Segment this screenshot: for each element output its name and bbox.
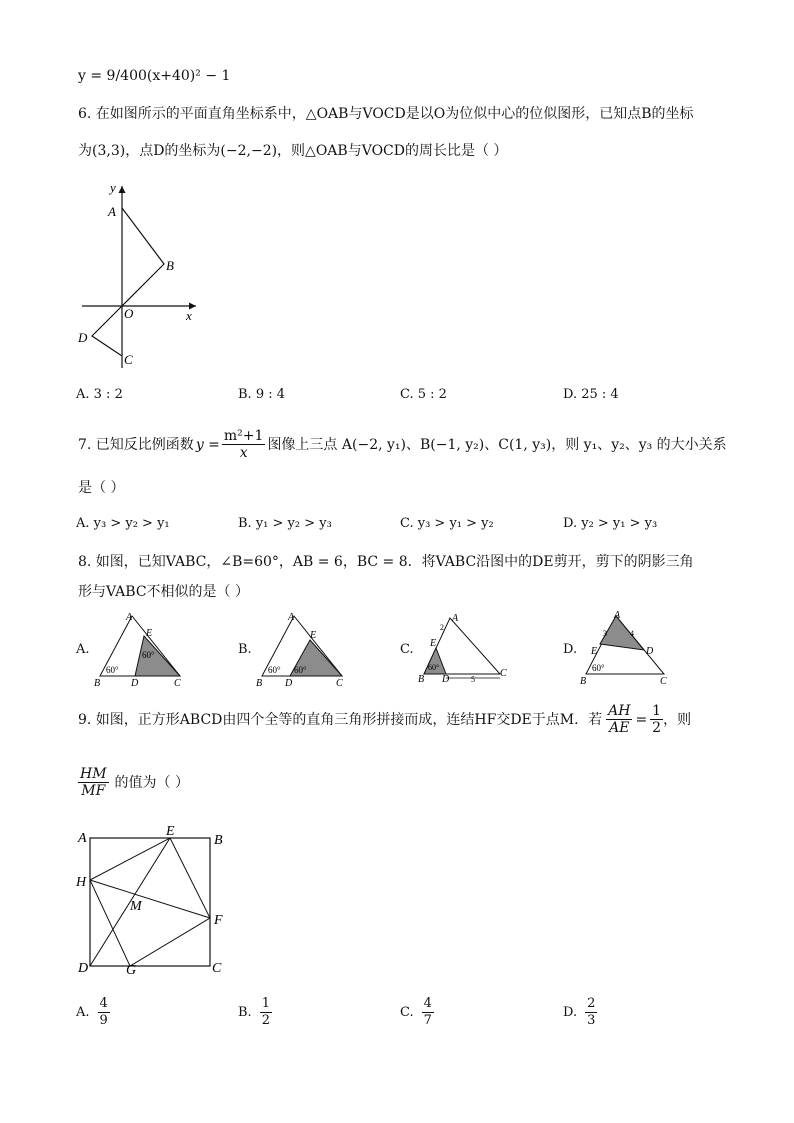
q8b-label-e: E [310,630,317,641]
label-b: B [166,258,174,273]
q9-question-numerator: HM [80,766,107,782]
label-o: O [124,306,134,321]
q8b-label-d: D [285,678,293,689]
q8a-angle-b: 60° [106,665,119,675]
q7-stem-line2: 是（ ） [78,480,125,496]
q9-option-c-fraction [422,996,434,1029]
q8-option-d-letter[interactable]: D. [563,642,578,657]
label-c: C [124,352,133,367]
q6-option-b[interactable]: B. 9 : 4 [238,387,286,402]
q8a-angle-e: 60° [142,650,155,660]
q9-option-c[interactable] [400,996,434,1029]
q6-stem-line2: 为(3,3)，点D的坐标为(−2,−2)，则△OAB与VOCD的周长比是（ ） [78,143,508,159]
q9-ratio-numerator: AH [608,703,631,719]
q9-option-d-fraction [585,996,597,1029]
q9-option-a-letter: A. [76,1005,90,1020]
label-x: x [186,308,192,323]
q8a-label-a: A [126,612,133,623]
label-h: H [76,875,87,890]
q9-option-b-num: 1 [261,996,270,1011]
q7-y-equals: y = [195,436,220,453]
q9-option-d-letter: D. [563,1005,578,1020]
q7-option-d[interactable]: D. y₂ > y₁ > y₃ [563,516,658,531]
q8d-label-c: C [660,676,667,687]
q9-option-b-den: 2 [261,1013,270,1028]
q9-question-fraction [78,766,109,799]
q6-stem-line1: 6. 在如图所示的平面直角坐标系中，△OAB与VOCD是以O为位似中心的位似图形，已知点B的坐标 [78,106,694,122]
q8-figure-a[interactable] [92,610,192,690]
label-b: B [214,833,223,848]
q8c-number-5: 5 [471,675,475,684]
label-d: D [78,330,88,345]
segment-hf [90,880,210,918]
q8b-angle-b: 60° [268,665,281,675]
q8b-label-c: C [336,678,343,689]
q9-stem-then: ，则 [663,711,692,728]
triangle-ocd [92,306,122,356]
q9-option-b-letter: B. [238,1005,252,1020]
q7-fraction-numerator: m²+1 [223,428,264,444]
q8a-label-e: E [146,628,153,639]
q8d-label-e: E [591,646,598,657]
q9-question-text: 的值为（ ） [114,774,189,791]
q8c-label-d: D [442,674,450,685]
label-c: C [212,961,222,976]
q8c-number-2: 2 [440,623,444,632]
q8b-label-a: A [288,612,295,623]
q9-stem-line2 [78,766,189,799]
q8-figure-c[interactable] [416,608,516,688]
q9-option-a[interactable] [76,996,110,1029]
q9-option-a-den: 9 [99,1013,108,1028]
label-m: M [130,899,142,914]
label-f: F [214,913,223,928]
q8d-number-3: 3 [603,629,607,638]
q8-option-b-letter[interactable]: B. [238,642,252,657]
q9-half-denominator: 2 [652,720,662,736]
label-d: D [78,961,89,976]
label-y: y [110,180,116,195]
q7-stem-points: 图像上三点 A(−2, y₁)、B(−1, y₂)、C(1, y₃)，则 y₁、y₂、y₃ 的大小关系 [267,436,727,453]
q8d-label-d: D [646,646,654,657]
label-a: A [78,831,87,846]
q8c-label-a: A [452,613,459,624]
q8b-label-b: B [256,678,263,689]
q7-fraction-denominator: x [239,445,248,461]
q8d-angle-b: 60° [592,663,605,673]
q9-option-c-num: 4 [423,996,432,1011]
q8b-angle-d: 60° [294,665,307,675]
q9-option-d[interactable] [563,996,597,1029]
q8-figure-b[interactable] [252,610,352,690]
q9-stem-line1 [78,703,691,736]
triangle-oab [122,208,164,306]
q8a-label-d: D [131,678,139,689]
q7-stem-intro: 7. 已知反比例函数 [78,436,194,453]
q7-option-c[interactable]: C. y₃ > y₁ > y₂ [400,516,494,531]
q7-option-b[interactable]: B. y₁ > y₂ > y₃ [238,516,332,531]
q9-option-a-num: 4 [99,996,108,1011]
label-e: E [166,824,175,839]
q8c-label-c: C [500,668,507,679]
q9-option-b-fraction [260,996,272,1029]
q9-option-b[interactable] [238,996,272,1029]
label-g: G [126,963,137,978]
q8-stem-line1: 8. 如图，已知VABC，∠B=60°，AB = 6，BC = 8．将VABC沿图中的DE剪开，剪下的阴影三角 [78,554,694,570]
q9-option-c-letter: C. [400,1005,414,1020]
q9-option-a-fraction [98,996,110,1029]
label-a: A [108,204,116,219]
q7-stem-line1 [78,428,727,461]
q8c-label-b: B [418,674,425,685]
inner-quadrilateral [90,838,210,966]
q6-option-d[interactable]: D. 25 : 4 [563,387,619,402]
q8-option-a-letter[interactable]: A. [76,642,90,657]
q8c-label-e: E [430,638,437,649]
q9-option-d-den: 3 [587,1013,596,1028]
q9-option-c-den: 7 [423,1013,432,1028]
q8d-label-a: A [614,610,621,621]
q9-equals: = [635,711,648,728]
q7-option-a[interactable]: A. y₃ > y₂ > y₁ [76,516,170,531]
q8a-label-b: B [94,678,101,689]
q6-figure [78,178,208,374]
q8d-label-b: B [580,676,587,687]
q9-option-d-num: 2 [587,996,596,1011]
q9-question-denominator: MF [81,783,106,799]
q9-ratio-denominator: AE [609,720,630,736]
q9-ratio-fraction [606,703,632,736]
square-abcd [90,838,210,966]
q8-stem-line2: 形与VABC不相似的是（ ） [78,584,249,600]
previous-answer-formula: y = 9/400(x+40)² − 1 [78,68,231,84]
q9-figure [74,822,234,978]
q8-option-c-letter[interactable]: C. [400,642,414,657]
q9-stem-text: 9. 如图，正方形ABCD由四个全等的直角三角形拼接而成，连结HF交DE于点M．若 [78,711,603,728]
q8a-label-c: C [174,678,181,689]
q6-option-c[interactable]: C. 5 : 2 [400,387,447,402]
q9-half-fraction [650,703,663,736]
q8d-number-4: 4 [630,629,634,638]
q9-half-numerator: 1 [652,703,662,719]
q7-function-fraction [222,428,266,461]
q6-option-a[interactable]: A. 3 : 2 [76,387,123,402]
q8-figure-d[interactable] [578,608,678,688]
q8c-angle-b: 60° [428,663,440,672]
